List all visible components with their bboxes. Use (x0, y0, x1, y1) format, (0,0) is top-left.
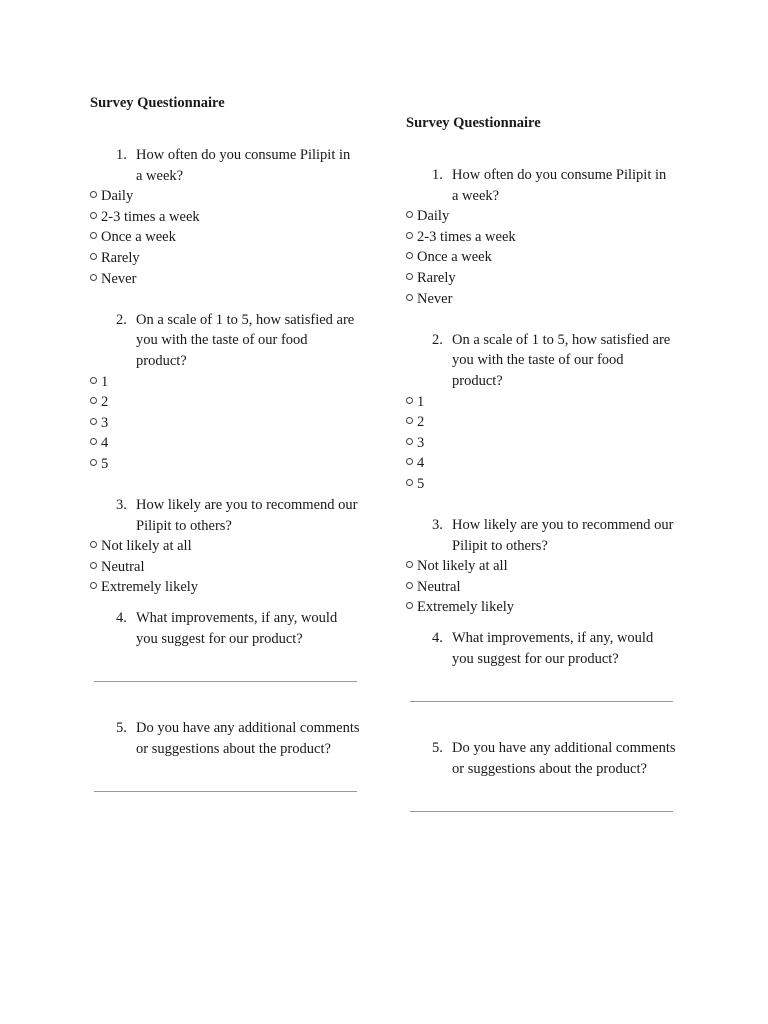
question-text: How often do you consume Pilipit in a week? (452, 167, 667, 204)
option-3[interactable]: 3 (90, 413, 360, 434)
option-neutral[interactable]: Neutral (90, 557, 360, 578)
survey-column-left (90, 93, 360, 792)
question-text: Do you have any additional comments or suggestions about the product? (452, 740, 676, 777)
question-3 (406, 515, 676, 556)
radio-circle-icon[interactable] (90, 253, 97, 260)
option-rarely[interactable]: Rarely (90, 248, 360, 269)
radio-circle-icon[interactable] (406, 438, 413, 445)
options-list (90, 372, 360, 475)
option-extremely-likely[interactable]: Extremely likely (90, 577, 360, 598)
question-number: 2. (432, 331, 443, 348)
radio-circle-icon[interactable] (406, 582, 413, 589)
question-text: What improvements, if any, would you suggest for our product? (136, 610, 338, 647)
question-text: On a scale of 1 to 5, how satisfied are you with the taste of our food product? (136, 311, 355, 369)
option-once-a-week[interactable]: Once a week (406, 247, 676, 268)
option-5[interactable]: 5 (90, 454, 360, 475)
answer-line-input[interactable] (94, 791, 357, 792)
question-1 (90, 145, 360, 186)
option-5[interactable]: 5 (406, 474, 676, 495)
option-once-a-week[interactable]: Once a week (90, 227, 360, 248)
option-1[interactable]: 1 (90, 372, 360, 393)
radio-circle-icon[interactable] (406, 417, 413, 424)
options-list (406, 392, 676, 495)
radio-circle-icon[interactable] (90, 438, 97, 445)
question-number: 1. (116, 147, 127, 163)
options-list (90, 186, 360, 289)
option-daily[interactable]: Daily (90, 186, 360, 207)
question-5 (406, 738, 676, 779)
question-number: 5. (432, 740, 443, 757)
option-4[interactable]: 4 (406, 453, 676, 474)
option-2-3-times[interactable]: 2-3 times a week (406, 227, 676, 248)
question-number: 4. (432, 630, 443, 647)
option-3[interactable]: 3 (406, 433, 676, 454)
radio-circle-icon[interactable] (406, 252, 413, 259)
question-text: How likely are you to recommend our Pilipit to others? (136, 497, 358, 534)
option-neutral[interactable]: Neutral (406, 577, 676, 598)
question-text: What improvements, if any, would you suggest for our product? (452, 630, 654, 667)
options-list (406, 556, 676, 618)
radio-circle-icon[interactable] (406, 294, 413, 301)
radio-circle-icon[interactable] (90, 397, 97, 404)
option-never[interactable]: Never (90, 269, 360, 290)
question-4 (90, 608, 360, 649)
radio-circle-icon[interactable] (90, 274, 97, 281)
radio-circle-icon[interactable] (406, 232, 413, 239)
question-3 (90, 495, 360, 536)
radio-circle-icon[interactable] (406, 273, 413, 280)
option-never[interactable]: Never (406, 289, 676, 310)
options-list (406, 206, 676, 309)
radio-circle-icon[interactable] (406, 397, 413, 404)
radio-circle-icon[interactable] (90, 562, 97, 569)
question-text: Do you have any additional comments or suggestions about the product? (136, 720, 360, 757)
radio-circle-icon[interactable] (90, 377, 97, 384)
radio-circle-icon[interactable] (406, 602, 413, 609)
radio-circle-icon[interactable] (90, 191, 97, 198)
question-number: 1. (432, 167, 443, 183)
survey-title: Survey Questionnaire (406, 115, 541, 131)
question-number: 2. (116, 311, 127, 328)
survey-title: Survey Questionnaire (90, 95, 225, 111)
radio-circle-icon[interactable] (406, 479, 413, 486)
option-4[interactable]: 4 (90, 433, 360, 454)
question-1 (406, 165, 676, 206)
radio-circle-icon[interactable] (90, 418, 97, 425)
option-2-3-times[interactable]: 2-3 times a week (90, 207, 360, 228)
question-text: On a scale of 1 to 5, how satisfied are you with the taste of our food product? (452, 331, 671, 389)
question-2 (90, 310, 360, 372)
options-list (90, 536, 360, 598)
radio-circle-icon[interactable] (406, 458, 413, 465)
option-daily[interactable]: Daily (406, 206, 676, 227)
question-number: 5. (116, 720, 127, 737)
question-number: 3. (116, 497, 127, 514)
option-2[interactable]: 2 (406, 412, 676, 433)
radio-circle-icon[interactable] (406, 561, 413, 568)
radio-circle-icon[interactable] (90, 541, 97, 548)
question-text: How likely are you to recommend our Pilipit to others? (452, 517, 674, 554)
radio-circle-icon[interactable] (90, 459, 97, 466)
option-1[interactable]: 1 (406, 392, 676, 413)
option-not-likely[interactable]: Not likely at all (90, 536, 360, 557)
radio-circle-icon[interactable] (90, 582, 97, 589)
option-rarely[interactable]: Rarely (406, 268, 676, 289)
radio-circle-icon[interactable] (90, 212, 97, 219)
radio-circle-icon[interactable] (90, 232, 97, 239)
radio-circle-icon[interactable] (406, 211, 413, 218)
question-5 (90, 718, 360, 759)
question-text: How often do you consume Pilipit in a week? (136, 147, 351, 184)
option-extremely-likely[interactable]: Extremely likely (406, 597, 676, 618)
question-number: 4. (116, 610, 127, 627)
option-2[interactable]: 2 (90, 392, 360, 413)
question-2 (406, 330, 676, 392)
question-number: 3. (432, 517, 443, 534)
answer-line-input[interactable] (410, 811, 673, 812)
question-4 (406, 628, 676, 669)
survey-column-right (406, 113, 676, 812)
option-not-likely[interactable]: Not likely at all (406, 556, 676, 577)
